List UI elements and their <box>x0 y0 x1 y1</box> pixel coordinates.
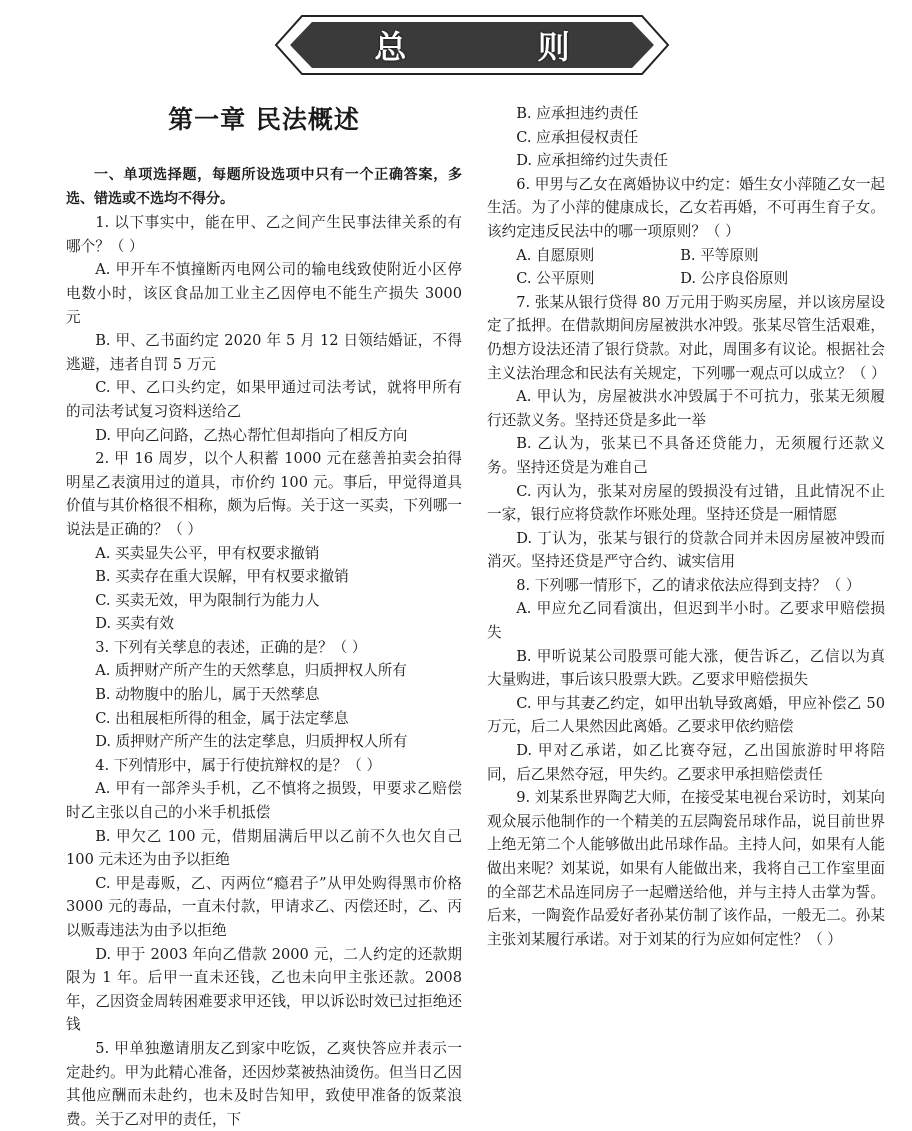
option: A. 买卖显失公平，甲有权要求撤销 <box>95 544 320 562</box>
question-9: 9. 刘某系世界陶艺大师，在接受某电视台采访时，刘某向观众展示他制作的一个精美的五层陶瓷吊球作品，说目前世界上绝无第二个人能够做出此吊球作品。主持人问，如果有人能做出来呢？刘某说，如果有人能做出来，我将自己工作室里面的全部艺术品连同房子一起赠送给他，并与主持人击掌为誓。后来，一陶瓷作品爱好者孙某仿制了该作品，一般无二。孙某主张刘某履行承诺。对于刘某的行为应如何定性？（ ） <box>487 789 886 948</box>
option: B. 应承担违约责任 <box>516 105 639 122</box>
option: B. 甲、乙书面约定 2020 年 5 月 12 日领结婚证，不得逃避，违者自罚 5 万元 <box>66 332 462 373</box>
option: C. 甲与其妻乙约定，如甲出轨导致离婚，甲应补偿乙 50 万元，后二人果然因此离婚。乙要求甲依约赔偿 <box>487 694 885 736</box>
option: C. 出租展柜所得的租金，属于法定孳息 <box>95 709 349 727</box>
option: B. 动物腹中的胎儿，属于天然孳息 <box>95 686 320 704</box>
option: D. 甲于 2003 年向乙借款 2000 元，二人约定的还款期限为 1 年。后甲一直未还钱，乙也未向甲主张还款。2008 年，乙因资金周转困难要求甲还钱，甲以诉讼时效已过拒绝还钱 <box>66 945 462 1034</box>
option: D. 公序良俗原则 <box>680 270 789 288</box>
option: B. 乙认为，张某已不具备还贷能力，无须履行还款义务。坚持还贷是为难自己 <box>487 435 885 476</box>
option: D. 丁认为，张某与银行的贷款合同并未因房屋被冲毁而消灭。坚持还贷是严守合约、诚实信用 <box>487 529 885 571</box>
option: C. 买卖无效，甲为限制行为能力人 <box>95 591 320 609</box>
option: B. 甲欠乙 100 元，借期届满后甲以乙前不久也欠自己 100 元未还为由予以拒绝 <box>66 827 462 869</box>
option: B. 甲听说某公司股票可能大涨，便告诉乙，乙信以为真大量购进，事后该只股票大跌。乙要求甲赔偿损失 <box>487 647 885 689</box>
option: D. 质押财产所产生的法定孳息，归质押权人所有 <box>95 733 408 751</box>
option: B. 买卖存在重大误解，甲有权要求撤销 <box>95 568 349 586</box>
option-row <box>487 244 885 268</box>
question-4: 4. 下列情形中，属于行使抗辩权的是？（ ） <box>95 756 382 774</box>
option: A. 甲应允乙同看演出，但迟到半小时。乙要求甲赔偿损失 <box>487 600 885 642</box>
option: A. 甲有一部斧头手机，乙不慎将之损毁，甲要求乙赔偿时乙主张以自己的小米手机抵偿 <box>66 780 462 822</box>
option: C. 丙认为，张某对房屋的毁损没有过错，且此情况不止一家，银行应将贷款作坏账处理。坚持还贷是一厢情愿 <box>487 482 885 524</box>
section-banner <box>272 12 672 78</box>
option: A. 甲开车不慎撞断丙电网公司的输电线致使附近小区停电数小时，该区食品加工业主乙因停电不能生产损失 3000 元 <box>66 261 462 326</box>
question-7: 7. 张某从银行贷得 80 万元用于购买房屋，并以该房屋设定了抵押。在借款期间房屋被洪水冲毁。张某尽管生活艰难，仍想方设法还清了银行贷款。对此，周围多有议论。根据社会主义法治理念和民法有关规定，下列哪一观点可以成立？（ ） <box>487 293 886 382</box>
banner-title: 总 则 <box>374 28 630 66</box>
option: A. 甲认为，房屋被洪水冲毁属于不可抗力，张某无须履行还款义务。坚持还贷是多此一举 <box>487 388 885 429</box>
option: C. 甲是毒贩，乙、丙两位“瘾君子”从甲处购得黑市价格 3000 元的毒品，一直未付款，甲请求乙、丙偿还时，乙、丙以贩毒违法为由予以拒绝 <box>66 874 462 939</box>
question-8: 8. 下列哪一情形下，乙的请求依法应得到支持？（ ） <box>516 576 861 594</box>
option: C. 应承担侵权责任 <box>516 128 639 146</box>
left-column <box>66 100 462 1131</box>
section-heading: 一、单项选择题，每题所设选项中只有一个正确答案，多选、错选或不选均不得分。 <box>66 167 462 207</box>
question-3: 3. 下列有关孳息的表述，正确的是？（ ） <box>95 638 367 656</box>
option: D. 甲向乙问路，乙热心帮忙但却指向了相反方向 <box>95 426 408 444</box>
question-5: 5. 甲单独邀请朋友乙到家中吃饭，乙爽快答应并表示一定赴约。甲为此精心准备，还因炒菜被热油烫伤。但当日乙因其他应酬而未赴约，也未及时告知甲，致使甲准备的饭菜浪费。关于乙对甲的责任，下 <box>66 1039 462 1128</box>
option: C. 公平原则 <box>516 270 595 288</box>
option-row <box>487 267 885 291</box>
question-1: 1. 以下事实中，能在甲、乙之间产生民事法律关系的有哪个？（ ） <box>66 214 462 255</box>
option: D. 应承担缔约过失责任 <box>516 152 668 170</box>
question-6: 6. 甲男与乙女在离婚协议中约定：婚生女小萍随乙女一起生活。为了小萍的健康成长，乙女若再婚，不可再生育子女。该约定违反民法中的哪一项原则？（ ） <box>487 175 886 240</box>
option: B. 平等原则 <box>680 246 759 264</box>
option: D. 甲对乙承诺，如乙比赛夺冠，乙出国旅游时甲将陪同，后乙果然夺冠，甲失约。乙要求甲承担赔偿责任 <box>487 742 885 783</box>
chapter-title: 第一章 民法概述 <box>168 105 360 134</box>
option: D. 买卖有效 <box>95 615 175 633</box>
question-2: 2. 甲 16 周岁，以个人积蓄 1000 元在慈善拍卖会拍得明星乙表演用过的道具，市价约 100 元。事后，甲觉得道具价值与其价格很不相称，颇为后悔。关于这一买卖，下列哪一说法是正确的？（ ） <box>66 450 462 538</box>
option: A. 自愿原则 <box>516 246 595 264</box>
right-column <box>487 102 885 951</box>
option: A. 质押财产所产生的天然孳息，归质押权人所有 <box>95 662 407 680</box>
option: C. 甲、乙口头约定，如果甲通过司法考试，就将甲所有的司法考试复习资料送给乙 <box>66 379 462 420</box>
